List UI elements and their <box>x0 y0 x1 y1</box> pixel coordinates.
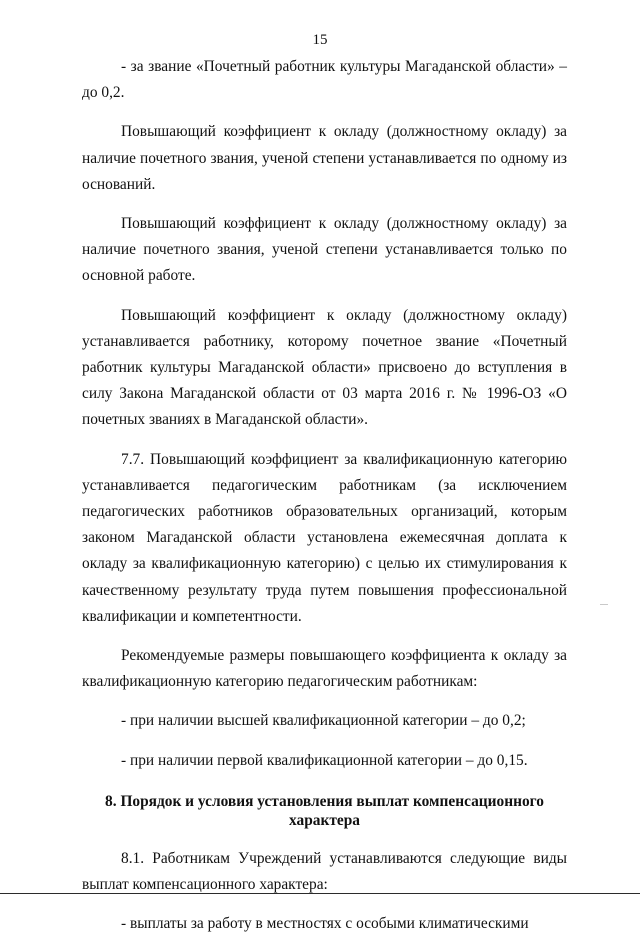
paragraph-recommended-sizes: Рекомендуемые размеры повышающего коэффициента к окладу за квалификационную категорию педагогическим работникам: <box>82 647 567 691</box>
paragraph-law-reference: Повышающий коэффициент к окладу (должностному окладу) устанавливается работнику, которому почетное звание «Почетный работник культуры Магаданской области» присвоено до вступления в силу Закона Магаданской области от 03 марта 2016 г. № 1996-ОЗ «О почетных званиях в Магаданской области». <box>82 306 567 429</box>
section-heading: 8. Порядок и условия установления выплат компенсационного характера <box>105 792 544 829</box>
list-item-climatic-conditions: - выплаты за работу в местностях с особыми климатическими <box>121 915 529 933</box>
paragraph-7-7: 7.7. Повышающий коэффициент за квалификационную категорию устанавливается педагогическим работникам (за исключением педагогических работников образовательных организаций, которым законом Магаданской области установлена ежемесячная доплата к окладу за квалификационную категорию) с целью их стимулирования к качественному результату труда путем повышения профессиональной квалификации и компетентности. <box>82 450 567 625</box>
list-item-first-category: - при наличии первой квалификационной категории – до 0,15. <box>121 751 528 769</box>
list-item-highest-category: - при наличии высшей квалификационной категории – до 0,2; <box>121 712 526 730</box>
paragraph-honorary-title-coefficient: - за звание «Почетный работник культуры Магаданской области» – до 0,2. <box>82 58 567 102</box>
paragraph-main-job-only: Повышающий коэффициент к окладу (должностному окладу) за наличие почетного звания, ученой степени устанавливается только по основной работе. <box>82 215 567 285</box>
scan-mark <box>600 604 608 605</box>
document-body <box>82 54 567 937</box>
page-number: 15 <box>312 32 328 48</box>
paragraph-8-1: 8.1. Работникам Учреждений устанавливаются следующие виды выплат компенсационного характера: <box>82 849 567 894</box>
page-bottom-rule <box>0 893 640 894</box>
paragraph-one-basis: Повышающий коэффициент к окладу (должностному окладу) за наличие почетного звания, ученой степени устанавливается по одному из оснований. <box>82 123 567 193</box>
